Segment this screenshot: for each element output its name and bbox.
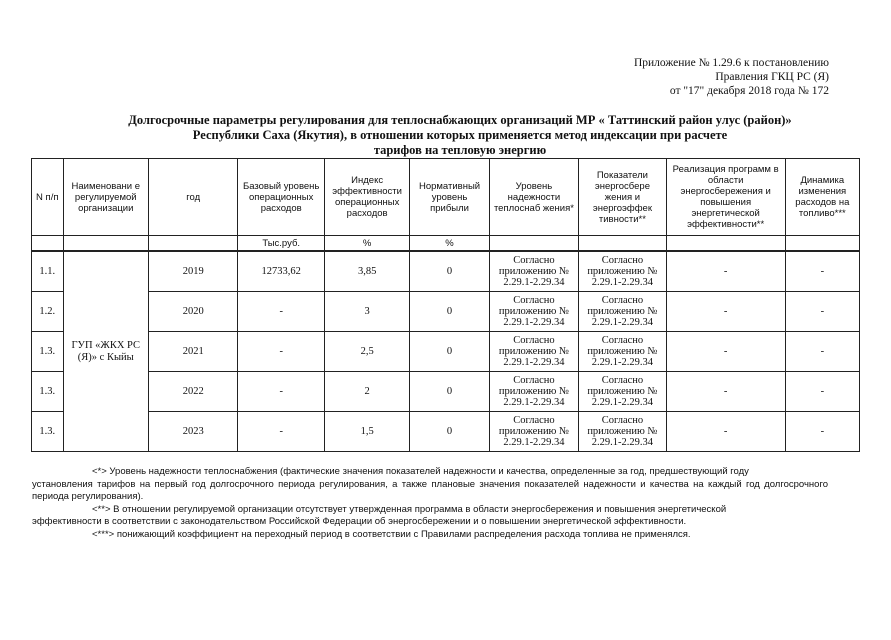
table-units-row (32, 236, 860, 252)
unit-cell (148, 236, 238, 252)
unit-cell (579, 236, 666, 252)
title-line-1: Долгосрочные параметры регулирования для теплоснабжающих организаций МР « Таттинский район улус (район)» (128, 113, 792, 127)
efficiency-index-cell: 3 (324, 292, 409, 332)
program-cell: - (666, 332, 785, 372)
fuel-dynamics-cell: - (785, 292, 859, 332)
profit-level-cell: 0 (410, 372, 489, 412)
unit-cell: Тыс.руб. (238, 236, 324, 252)
year-cell: 2022 (148, 372, 238, 412)
unit-cell: % (324, 236, 409, 252)
row-number: 1.1. (32, 251, 64, 292)
header-cell: Динамика изменения расходов на топливо*** (785, 159, 859, 236)
footnote-3: <***> понижающий коэффициент на переходный период в соответствии с Правилами распределения расхода топлива не применялся. (92, 528, 691, 540)
base-expenses-cell: - (238, 292, 324, 332)
header-cell: Базовый уровень операционных расходов (238, 159, 324, 236)
header-cell: N п/п (32, 159, 64, 236)
row-number: 1.3. (32, 412, 64, 452)
unit-cell (666, 236, 785, 252)
unit-cell (785, 236, 859, 252)
year-cell: 2023 (148, 412, 238, 452)
footnotes (32, 466, 828, 541)
document-header (634, 56, 829, 98)
footnote-1-rest: установления тарифов на первый год долгосрочного периода регулирования, а также плановые значения показателей надежности и качества на каждый год долгосрочного периода регулирования). (32, 478, 828, 502)
energy-saving-cell: Согласно приложению № 2.29.1-2.29.34 (579, 292, 666, 332)
header-cell: Нормативный уровень прибыли (410, 159, 489, 236)
profit-level-cell: 0 (410, 332, 489, 372)
reliability-cell: Согласно приложению № 2.29.1-2.29.34 (489, 372, 579, 412)
program-cell: - (666, 412, 785, 452)
header-line-1: Приложение № 1.29.6 к постановлению (633, 57, 829, 69)
row-number: 1.3. (32, 332, 64, 372)
header-cell: Наименовани е регулируемой организации (63, 159, 148, 236)
program-cell: - (666, 372, 785, 412)
efficiency-index-cell: 2,5 (324, 332, 409, 372)
profit-level-cell: 0 (410, 292, 489, 332)
unit-cell (489, 236, 579, 252)
fuel-dynamics-cell: - (785, 332, 859, 372)
year-cell: 2021 (148, 332, 238, 372)
energy-saving-cell: Согласно приложению № 2.29.1-2.29.34 (579, 332, 666, 372)
table-row (32, 292, 860, 332)
efficiency-index-cell: 2 (324, 372, 409, 412)
unit-cell (63, 236, 148, 252)
header-cell: Индекс эффективности операционных расходов (324, 159, 409, 236)
base-expenses-cell: - (238, 412, 324, 452)
header-cell: Показатели энергосбере жения и энергоэффек тивности** (579, 159, 666, 236)
energy-saving-cell: Согласно приложению № 2.29.1-2.29.34 (579, 412, 666, 452)
profit-level-cell: 0 (410, 251, 489, 292)
base-expenses-cell: - (238, 332, 324, 372)
table-row (32, 332, 860, 372)
fuel-dynamics-cell: - (785, 251, 859, 292)
row-number: 1.3. (32, 372, 64, 412)
efficiency-index-cell: 3,85 (324, 251, 409, 292)
unit-cell (32, 236, 64, 252)
year-cell: 2020 (148, 292, 238, 332)
table-header-row (32, 159, 860, 236)
reliability-cell: Согласно приложению № 2.29.1-2.29.34 (489, 332, 579, 372)
table-row (32, 251, 860, 292)
table-row (32, 412, 860, 452)
header-line-3: от "17" декабря 2018 года № 172 (669, 85, 829, 97)
title-line-2: Республики Саха (Якутия), в отношении которых применяется метод индексации при расчете (192, 128, 728, 142)
header-line-2: Правления ГКЦ РС (Я) (715, 71, 829, 83)
program-cell: - (666, 251, 785, 292)
reliability-cell: Согласно приложению № 2.29.1-2.29.34 (489, 292, 579, 332)
parameters-table (31, 158, 860, 452)
organization-name: ГУП «ЖКХ РС (Я)» с Кыйы (63, 251, 148, 452)
year-cell: 2019 (148, 251, 238, 292)
base-expenses-cell: - (238, 372, 324, 412)
header-cell: год (148, 159, 238, 236)
reliability-cell: Согласно приложению № 2.29.1-2.29.34 (489, 412, 579, 452)
footnote-2-rest: эффективности в соответствии с законодательством Российской Федерации об энергосбережении и о повышении энергетической эффективности. (32, 516, 687, 527)
base-expenses-cell: 12733,62 (238, 251, 324, 292)
table-row (32, 372, 860, 412)
footnote-2-first: <**> В отношении регулируемой организации отсутствует утвержденная программа в области энергосбережения и повышения энергетической (92, 503, 727, 515)
row-number: 1.2. (32, 292, 64, 332)
header-cell: Уровень надежности теплоснаб жения* (489, 159, 579, 236)
fuel-dynamics-cell: - (785, 372, 859, 412)
energy-saving-cell: Согласно приложению № 2.29.1-2.29.34 (579, 251, 666, 292)
reliability-cell: Согласно приложению № 2.29.1-2.29.34 (489, 251, 579, 292)
unit-cell: % (410, 236, 489, 252)
program-cell: - (666, 292, 785, 332)
title-line-3: тарифов на тепловую энергию (373, 143, 547, 157)
fuel-dynamics-cell: - (785, 412, 859, 452)
profit-level-cell: 0 (410, 412, 489, 452)
efficiency-index-cell: 1,5 (324, 412, 409, 452)
footnote-1-first: <*> Уровень надежности теплоснабжения (фактические значения показателей надежности и качества, определенные за год, предшествующий году (92, 466, 749, 477)
document-title (80, 113, 840, 158)
header-cell: Реализация программ в области энергосбережения и повышения энергетической эффективности** (666, 159, 785, 236)
energy-saving-cell: Согласно приложению № 2.29.1-2.29.34 (579, 372, 666, 412)
